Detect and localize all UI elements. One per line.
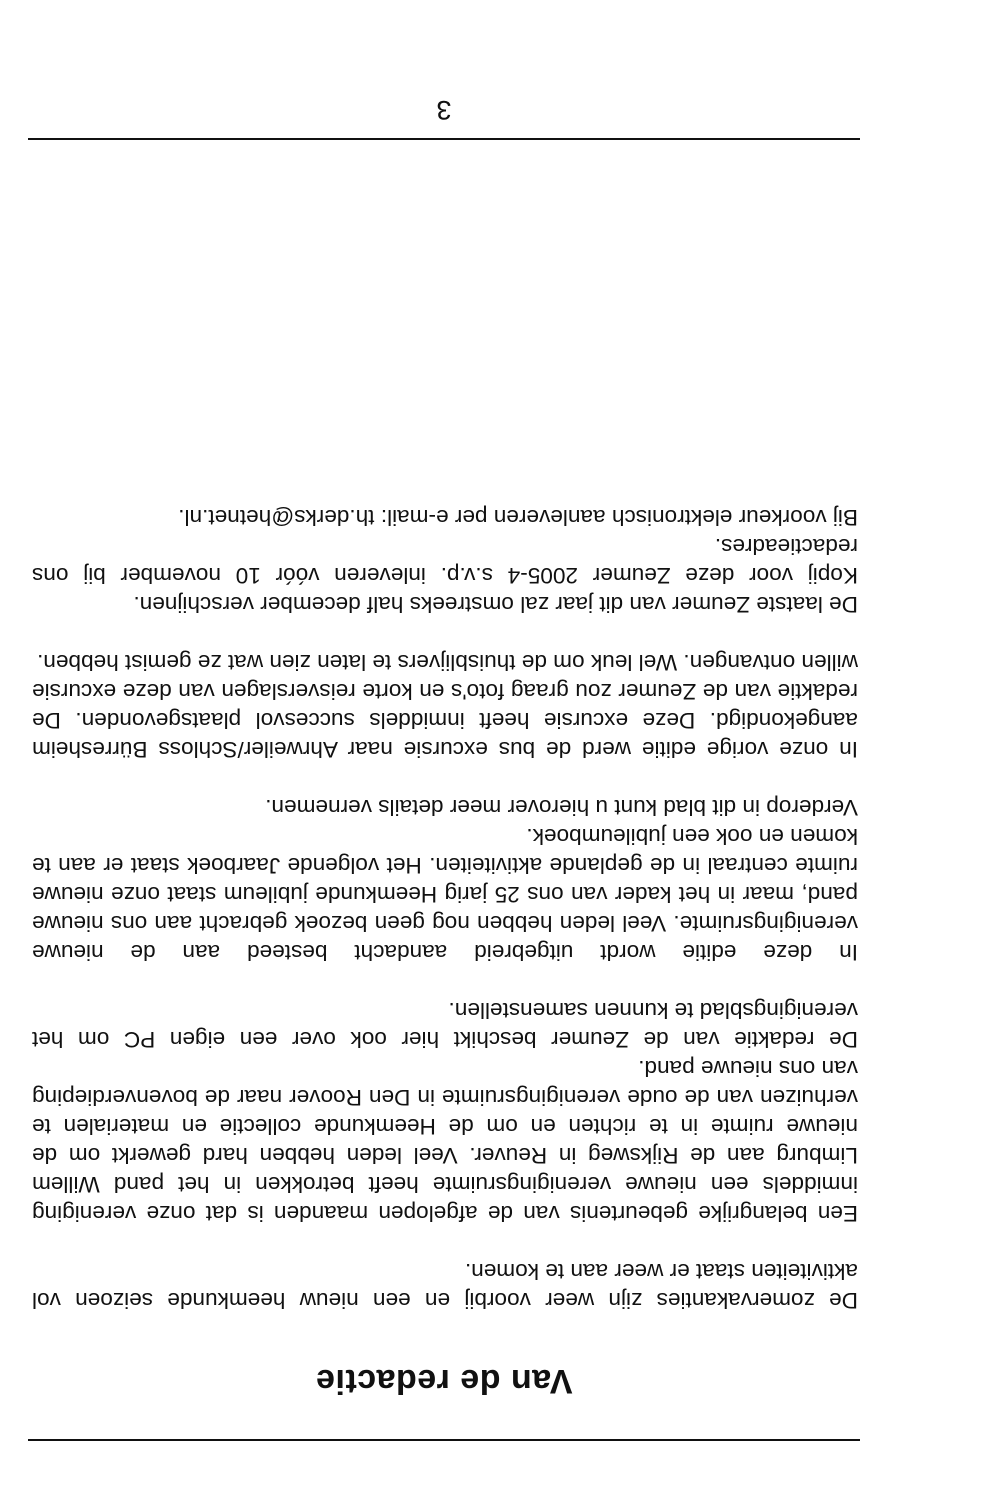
article-body <box>32 503 858 1315</box>
paragraph-email: Bij voorkeur elektronisch aanleveren per e-mail: th.derks@hetnet.nl. <box>178 505 858 530</box>
page-number: 3 <box>436 95 452 125</box>
paragraph-excursion: In onze vorige editie werd de bus excursie naar Ahrweiler/Schloss Bürresheim aangekondigd. Deze excursie heeft inmiddels succesvol plaatsgevonden. De redaktie van de Zeumer zou graag foto's en korte reisverslagen van deze excursie willen ontvangen. Wel leuk om de thuisblijvers te laten zien wat ze gemist hebben. <box>32 650 858 762</box>
paragraph-new-clubhouse: Een belangrijke gebeurtenis van de afgelopen maanden is dat onze vereniging inmiddels een nieuwe verenigingsruimte heeft betrokken in het pand Willem Limburg aan de Rijksweg in Reuver. Veel leden hebben hard gewerkt om de nieuwe ruimte in te richten en om de Heemkunde collectie en materialen te verhuizen van de oude verenigingsruimte in Den Roover naar de bovenverdieping van ons nieuwe pand. <box>32 1056 858 1226</box>
paragraph-copy-deadline: Kopij voor deze Zeumer 2005-4 s.v.p. inleveren vóór 10 november bij ons redactieadres. <box>32 534 858 588</box>
paragraph-intro: De zomervakanties zijn weer voorbij en een nieuw heemkunde seizoen vol aktiviteiten staat er weer aan te komen. <box>32 1259 858 1313</box>
bottom-rule <box>28 138 860 140</box>
paragraph-own-pc: De redaktie van de Zeumer beschikt hier ook over een eigen PC om het verenigingsblad te kunnen samenstellen. <box>32 998 858 1052</box>
page-title: Van de redactie <box>315 1362 573 1400</box>
top-rule <box>28 1439 860 1441</box>
paragraph-jubilee: In deze editie wordt uitgebreid aandacht besteed aan de nieuwe verenigingsruimte. Veel leden hebben nog geen bezoek gebracht aan ons nieuwe pand, maar in het kader van ons 25 jarig Heemkunde jubileum staat onze nieuwe ruimte centraal in de geplande aktiviteiten. Het volgende Jaarboek staat er aan te komen en ook een jubileumboek. <box>32 824 858 965</box>
paragraph-next-issue: De laatste Zeumer van dit jaar zal omstreeks half december verschijnen. <box>133 592 858 617</box>
paragraph-details: Verderop in dit blad kunt u hierover meer details vernemen. <box>265 795 858 820</box>
